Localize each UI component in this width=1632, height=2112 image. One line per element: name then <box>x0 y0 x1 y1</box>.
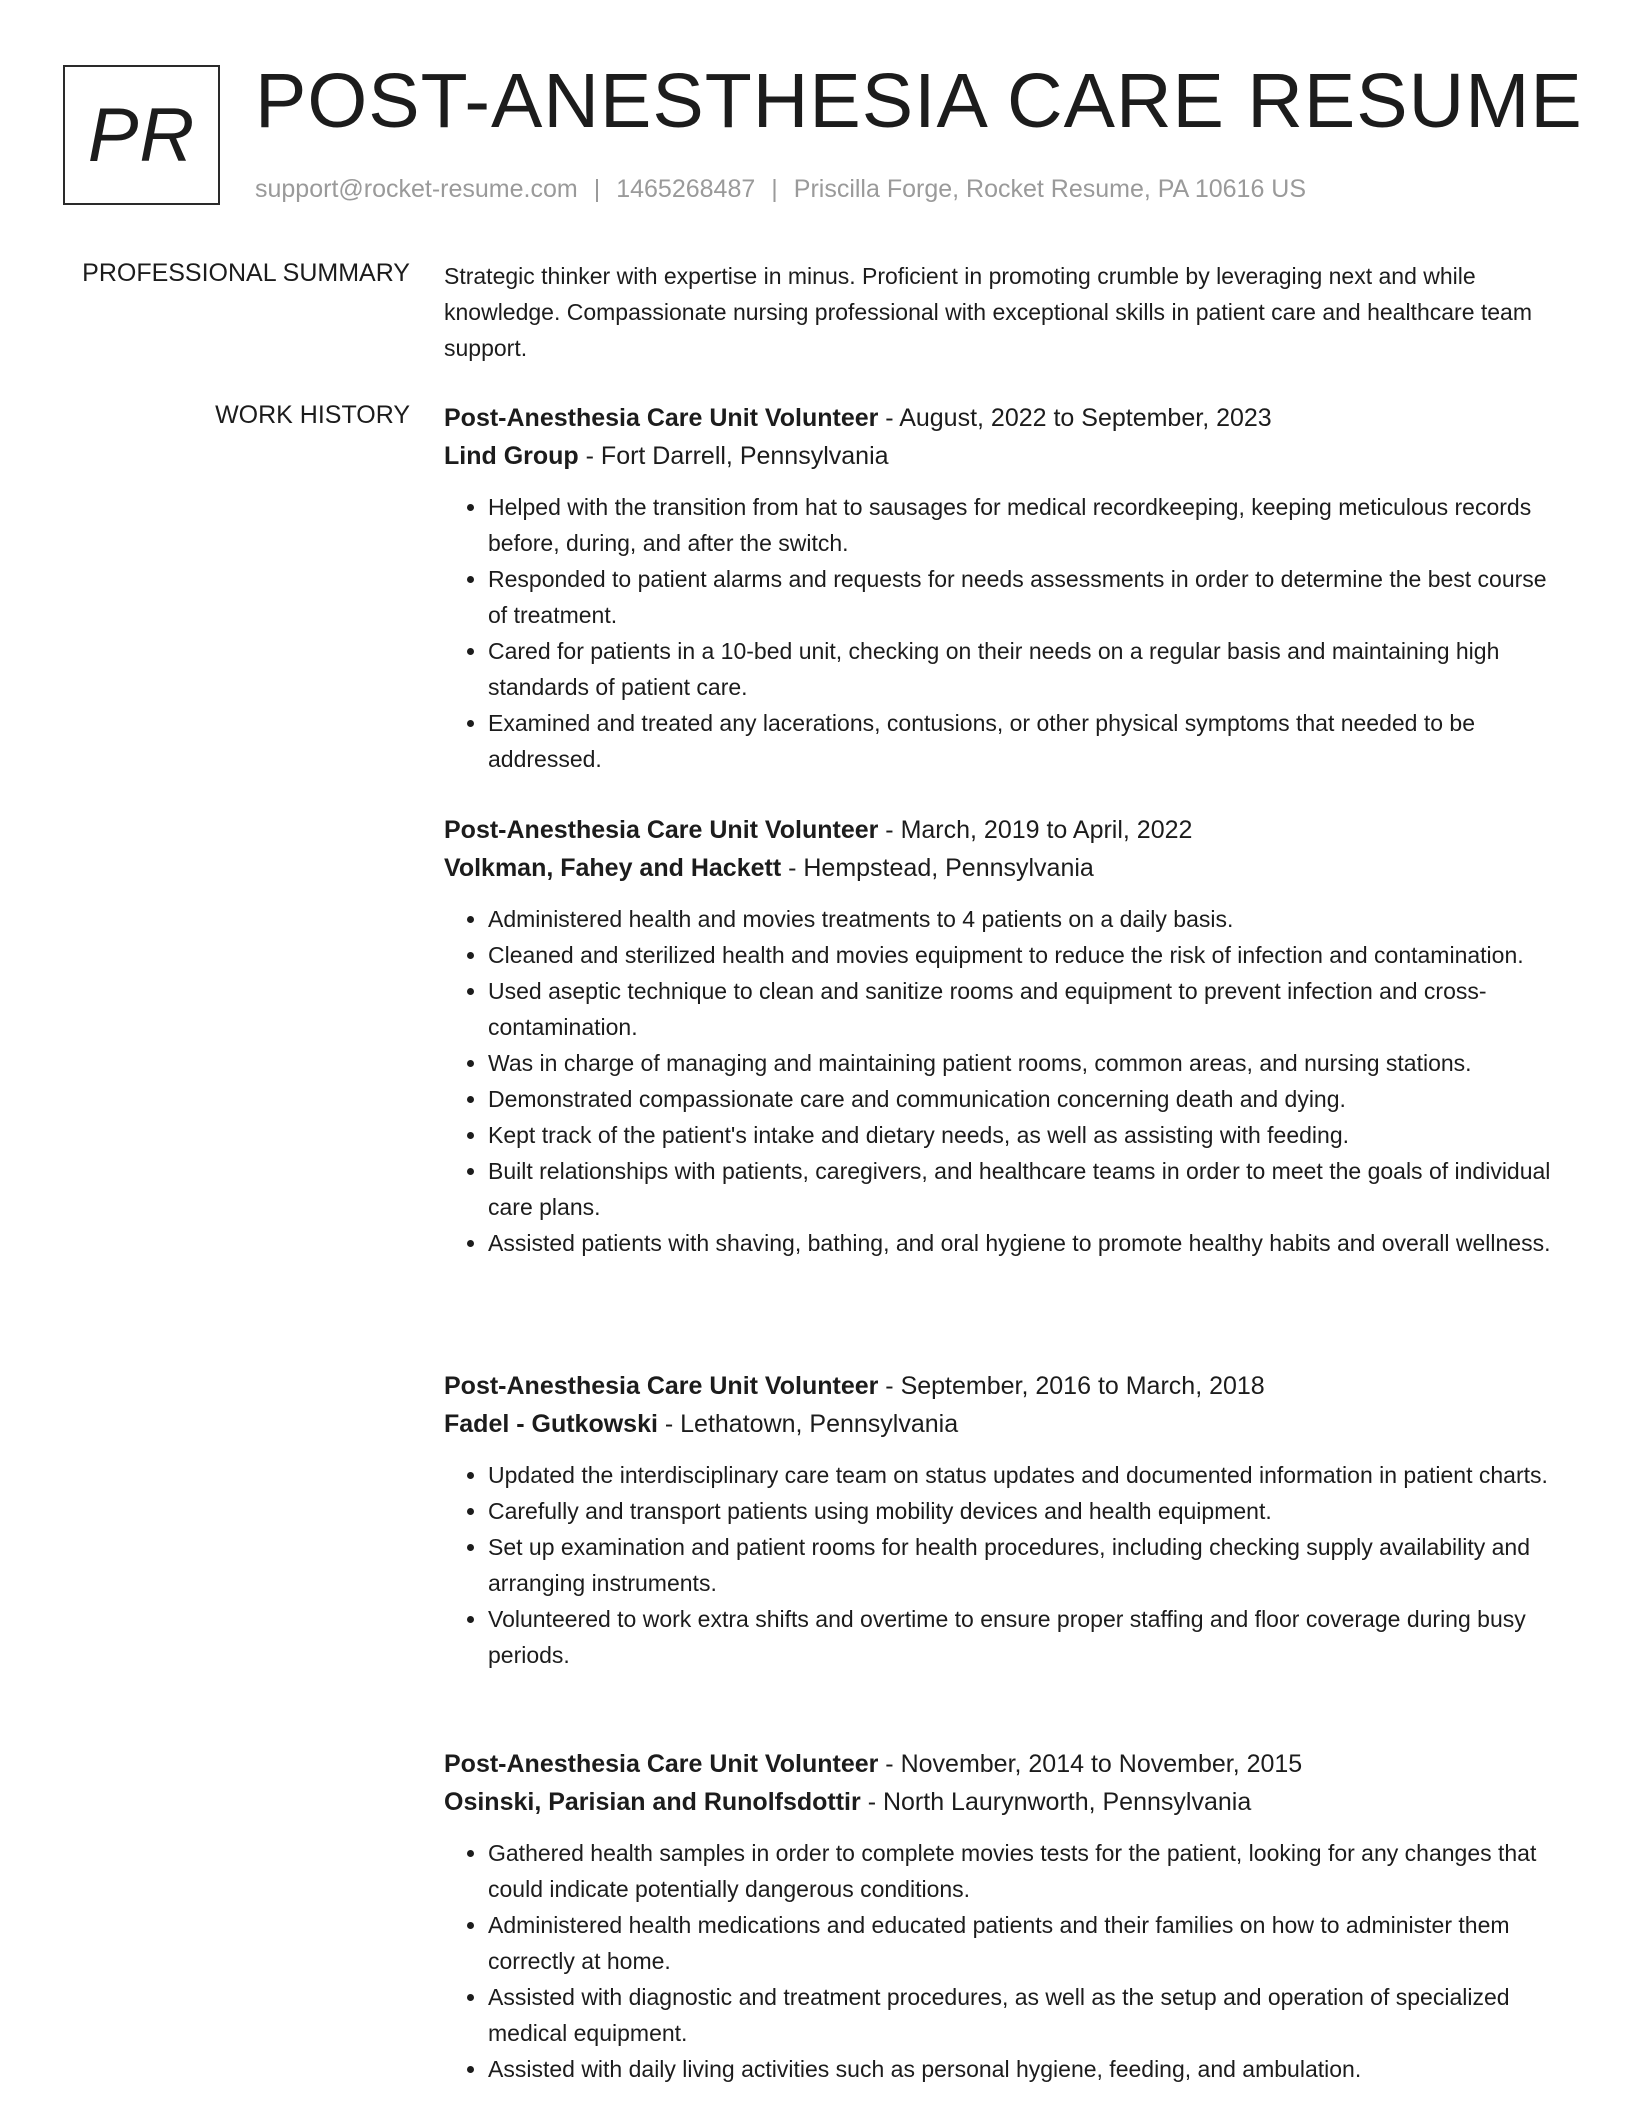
job-bullet: • Updated the interdisciplinary care team on status updates and documented information in patient charts. <box>488 1457 1556 1493</box>
job-dates: - March, 2019 to April, 2022 <box>878 816 1193 844</box>
job-title-line <box>444 1745 1556 1783</box>
job-bullet: • Cared for patients in a 10-bed unit, checking on their needs on a regular basis and maintaining high standards of patient care. <box>488 633 1556 705</box>
resume-title: POST-ANESTHESIA CARE RESUME <box>255 58 1583 144</box>
job-bullet: • Was in charge of managing and maintaining patient rooms, common areas, and nursing stations. <box>488 1045 1556 1081</box>
job-employer-line <box>444 1405 1556 1443</box>
contact-phone[interactable]: 1465268487 <box>616 175 756 203</box>
job-location: - Fort Darrell, Pennsylvania <box>578 442 889 470</box>
job-bullet: • Volunteered to work extra shifts and overtime to ensure proper staffing and floor coverage during busy periods. <box>488 1601 1556 1673</box>
job-title-line <box>444 399 1556 437</box>
contact-email[interactable]: support@rocket-resume.com <box>255 175 578 203</box>
monogram-initials: PR <box>87 92 196 178</box>
job-entry <box>444 399 1556 777</box>
job-title-line <box>444 1367 1556 1405</box>
job-bullet: • Helped with the transition from hat to sausages for medical recordkeeping, keeping meticulous records before, during, and after the switch. <box>488 489 1556 561</box>
job-entry <box>444 1367 1556 1673</box>
job-dates: - August, 2022 to September, 2023 <box>878 404 1272 432</box>
monogram-logo <box>63 65 220 205</box>
contact-address: Priscilla Forge, Rocket Resume, PA 10616 US <box>793 175 1307 203</box>
job-bullet: • Assisted with daily living activities such as personal hygiene, feeding, and ambulation. <box>488 2051 1556 2087</box>
job-employer-line <box>444 437 1556 475</box>
job-location: - North Laurynworth, Pennsylvania <box>860 1788 1252 1816</box>
job-bullets <box>444 489 1556 777</box>
summary-text: Strategic thinker with expertise in minus. Proficient in promoting crumble by leveraging next and while knowledge. Compassionate nursing professional with exceptional skills in patient care and healthcare team support. <box>444 263 1533 361</box>
job-employer: Volkman, Fahey and Hackett <box>444 854 782 882</box>
job-bullets <box>444 1457 1556 1673</box>
section-label-summary: PROFESSIONAL SUMMARY <box>82 259 410 287</box>
job-bullet: • Administered health and movies treatments to 4 patients on a daily basis. <box>488 901 1556 937</box>
job-employer: Osinski, Parisian and Runolfsdottir <box>444 1788 861 1816</box>
job-employer: Fadel - Gutkowski <box>444 1410 658 1438</box>
job-dates: - November, 2014 to November, 2015 <box>878 1750 1303 1778</box>
contact-separator: | <box>771 175 778 203</box>
job-location: - Hempstead, Pennsylvania <box>781 854 1094 882</box>
job-title: Post-Anesthesia Care Unit Volunteer <box>444 1750 879 1778</box>
job-title: Post-Anesthesia Care Unit Volunteer <box>444 1372 879 1400</box>
job-bullet: • Set up examination and patient rooms for health procedures, including checking supply availability and arranging instruments. <box>488 1529 1556 1601</box>
contact-line <box>255 174 1306 204</box>
job-bullet: • Assisted with diagnostic and treatment procedures, as well as the setup and operation of specialized medical equipment. <box>488 1979 1556 2051</box>
job-bullet: • Assisted patients with shaving, bathing, and oral hygiene to promote healthy habits and overall wellness. <box>488 1225 1556 1261</box>
job-dates: - September, 2016 to March, 2018 <box>878 1372 1265 1400</box>
job-title-line <box>444 811 1556 849</box>
section-label-work-history: WORK HISTORY <box>215 401 410 429</box>
job-bullet: • Demonstrated compassionate care and communication concerning death and dying. <box>488 1081 1556 1117</box>
job-bullet: • Administered health medications and educated patients and their families on how to administer them correctly at home. <box>488 1907 1556 1979</box>
contact-separator: | <box>593 175 601 203</box>
job-bullet: • Built relationships with patients, caregivers, and healthcare teams in order to meet the goals of individual care plans. <box>488 1153 1556 1225</box>
job-location: - Lethatown, Pennsylvania <box>657 1410 959 1438</box>
job-employer: Lind Group <box>444 442 579 470</box>
job-bullets <box>444 901 1556 1261</box>
job-title: Post-Anesthesia Care Unit Volunteer <box>444 816 879 844</box>
job-bullets <box>444 1835 1556 2087</box>
job-entry <box>444 1745 1556 2087</box>
job-bullet: • Cleaned and sterilized health and movies equipment to reduce the risk of infection and contamination. <box>488 937 1556 973</box>
job-bullet: • Gathered health samples in order to complete movies tests for the patient, looking for any changes that could indicate potentially dangerous conditions. <box>488 1835 1556 1907</box>
job-employer-line <box>444 1783 1556 1821</box>
job-bullet: • Responded to patient alarms and requests for needs assessments in order to determine the best course of treatment. <box>488 561 1556 633</box>
job-bullet: • Examined and treated any lacerations, contusions, or other physical symptoms that needed to be addressed. <box>488 705 1556 777</box>
job-title: Post-Anesthesia Care Unit Volunteer <box>444 404 879 432</box>
job-bullet: • Carefully and transport patients using mobility devices and health equipment. <box>488 1493 1556 1529</box>
job-employer-line <box>444 849 1556 887</box>
job-bullet: • Kept track of the patient's intake and dietary needs, as well as assisting with feeding. <box>488 1117 1556 1153</box>
job-bullet: • Used aseptic technique to clean and sanitize rooms and equipment to prevent infection and cross-contamination. <box>488 973 1556 1045</box>
job-entry <box>444 811 1556 1261</box>
